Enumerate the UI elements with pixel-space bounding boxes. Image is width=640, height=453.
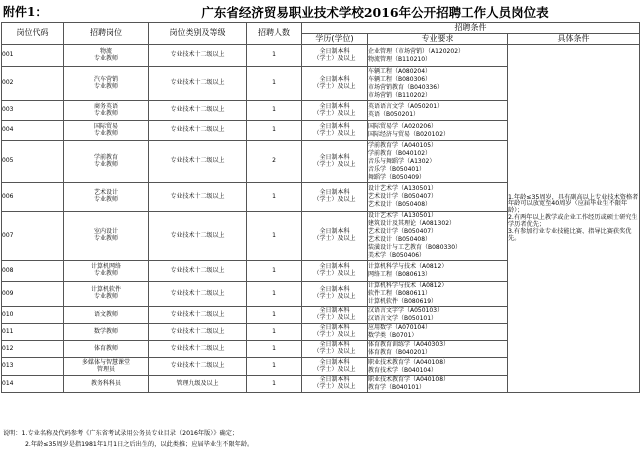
header-education: 学历(学位) xyxy=(302,34,368,45)
cell-post-line: 专业教师 xyxy=(93,109,118,117)
cell-major xyxy=(368,341,508,358)
recruitment-table xyxy=(1,22,640,393)
cell-major-line: 计算机软件（B080619） xyxy=(368,298,438,305)
header-level: 岗位类别及等级 xyxy=(149,23,247,45)
cell-education xyxy=(302,324,368,341)
cell-major-line: 软件工程（B080611） xyxy=(368,290,432,297)
cell-education-line: （学士）及以上 xyxy=(313,270,356,277)
cell-education-line: 全日制本科 xyxy=(319,376,350,384)
cell-major-line: 数学类（B0701） xyxy=(368,332,418,339)
cell-post-line: 专业教师 xyxy=(93,82,118,90)
cell-major-line: 物流管理（B110210） xyxy=(368,55,432,63)
cell-major-line: 美术学（B050406） xyxy=(368,252,426,259)
cell-major xyxy=(368,358,508,376)
cell-post-line: 物流 xyxy=(99,47,112,55)
cell-major-line: 音乐学（B050401） xyxy=(368,165,426,173)
cell-level: 专业技术十二级以上 xyxy=(149,324,247,341)
footnote-line: 说明：1.专业名称及代码参考《广东省考试录用公务员专业目录（2016年版）》确定； xyxy=(3,430,239,437)
cell-level: 专业技术十二级以上 xyxy=(149,141,247,183)
cell-education-line: （学士）及以上 xyxy=(313,293,356,300)
cell-education-line: 全日制本科 xyxy=(319,228,350,236)
cell-post xyxy=(64,141,149,183)
cell-code: 005 xyxy=(2,141,64,183)
cell-post-line: 多媒体与智慧课堂 xyxy=(81,358,130,366)
cell-education-line: （学士）及以上 xyxy=(313,235,356,242)
header-major: 专业要求 xyxy=(368,34,508,45)
cell-post-line: 数学教师 xyxy=(93,327,118,335)
cell-major-line: 建筑设计及其理论（A081302） xyxy=(368,220,456,227)
cell-code: 008 xyxy=(2,261,64,282)
attachment-label: 附件1： xyxy=(3,5,48,19)
cell-post xyxy=(64,282,149,307)
cell-level: 管理九级及以上 xyxy=(149,376,247,393)
title-bar xyxy=(0,0,640,22)
cell-count: 1 xyxy=(247,341,302,358)
cell-education xyxy=(302,141,368,183)
cell-education-line: 全日制本科 xyxy=(319,153,350,161)
cell-major-line: 网络工程（B080613） xyxy=(368,271,432,278)
cell-post-line: 专业教师 xyxy=(93,270,118,277)
cell-major xyxy=(368,376,508,393)
cell-major xyxy=(368,121,508,141)
cell-major-line: 体育教育（B040201） xyxy=(368,349,432,356)
footnotes xyxy=(3,428,633,450)
cell-post-line: 计算机软件 xyxy=(90,286,121,294)
cell-education xyxy=(302,261,368,282)
cell-major-line: 教育技术学（B040104） xyxy=(368,366,438,374)
cell-post xyxy=(64,341,149,358)
cell-count: 1 xyxy=(247,212,302,261)
cell-major-line: 汉语言文字学（A050103） xyxy=(368,307,444,314)
cell-post-line: 国际贸易 xyxy=(93,122,118,130)
cell-code: 006 xyxy=(2,183,64,212)
cell-education xyxy=(302,358,368,376)
cell-post-line: 计算机网络 xyxy=(90,263,121,271)
header-count: 招聘人数 xyxy=(247,23,302,45)
cell-post xyxy=(64,121,149,141)
cell-education-line: （学士）及以上 xyxy=(313,196,356,203)
cell-education-line: 全日制本科 xyxy=(319,358,350,366)
cell-post xyxy=(64,307,149,324)
cell-major-line: 汉语言文学（B050101） xyxy=(368,315,438,322)
cell-education-line: （学士）及以上 xyxy=(313,331,356,338)
cell-level: 专业技术十二级以上 xyxy=(149,341,247,358)
table-body xyxy=(2,45,640,393)
cell-post-line: 专业教师 xyxy=(93,196,118,203)
cell-education xyxy=(302,307,368,324)
cell-level: 专业技术十二级以上 xyxy=(149,45,247,67)
cell-code: 003 xyxy=(2,101,64,121)
cell-major xyxy=(368,282,508,307)
header-requirements: 招聘条件 xyxy=(302,23,640,34)
cell-major xyxy=(368,67,508,101)
cell-post xyxy=(64,67,149,101)
cell-major-line: 市场营销教育（B040336） xyxy=(368,83,444,91)
cell-major-line: 车辆工程（A080204） xyxy=(368,67,432,75)
cell-major-line: 应用数学（A070104） xyxy=(368,324,432,331)
cell-post xyxy=(64,261,149,282)
cell-major-line: 车辆工程（B080306） xyxy=(368,75,432,83)
cell-major xyxy=(368,183,508,212)
cell-major-line: 英语（B050201） xyxy=(368,110,420,118)
cell-level: 专业技术十二级以上 xyxy=(149,121,247,141)
cell-specific-conditions xyxy=(508,45,640,393)
cell-post-line: 专业教师 xyxy=(93,235,118,242)
cell-code: 012 xyxy=(2,341,64,358)
cell-count: 1 xyxy=(247,358,302,376)
cell-education xyxy=(302,282,368,307)
cell-post-line: 教务科科员 xyxy=(90,379,121,387)
cell-post-line: 专业教师 xyxy=(93,293,118,300)
cell-count: 1 xyxy=(247,67,302,101)
cell-education-line: 全日制本科 xyxy=(319,341,350,349)
cell-level: 专业技术十二级以上 xyxy=(149,261,247,282)
cell-major-line: 舞蹈学（B050409） xyxy=(368,173,426,181)
cell-major-line: 学前教育（B040102） xyxy=(368,149,432,157)
cell-count: 2 xyxy=(247,141,302,183)
cell-education xyxy=(302,121,368,141)
cell-education-line: 全日制本科 xyxy=(319,75,350,83)
cell-count: 1 xyxy=(247,101,302,121)
cell-education xyxy=(302,45,368,67)
cell-major-line: 计算机科学与技术（A0812） xyxy=(368,263,448,270)
cell-major-line: 设计艺术学（A130501） xyxy=(368,185,438,192)
cell-major xyxy=(368,261,508,282)
cell-education-line: 全日制本科 xyxy=(319,263,350,271)
cell-post xyxy=(64,212,149,261)
cell-code: 002 xyxy=(2,67,64,101)
cell-level: 专业技术十二级以上 xyxy=(149,67,247,101)
cell-major-line: 体育教育训练学（A040303） xyxy=(368,341,450,348)
header-post: 招聘岗位 xyxy=(64,23,149,45)
cell-level: 专业技术十二级以上 xyxy=(149,212,247,261)
cell-education-line: 全日制本科 xyxy=(319,47,350,55)
cell-code: 001 xyxy=(2,45,64,67)
cell-major-line: 职业技术教育学（A040108） xyxy=(368,358,450,366)
cell-level: 专业技术十二级以上 xyxy=(149,183,247,212)
cell-education-line: 全日制本科 xyxy=(319,122,350,130)
cell-education-line: （学士）及以上 xyxy=(313,82,356,90)
cell-post xyxy=(64,101,149,121)
cell-post-line: 专业教师 xyxy=(93,54,118,62)
cell-post-line: 专业教师 xyxy=(93,129,118,137)
cell-education-line: （学士）及以上 xyxy=(313,348,356,355)
cell-education xyxy=(302,183,368,212)
cell-major-line: 艺术设计学（B050407） xyxy=(368,228,438,235)
cell-major-line: 音乐与舞蹈学（A1302） xyxy=(368,157,436,165)
cell-post-line: 艺术设计 xyxy=(93,189,118,197)
cell-post xyxy=(64,324,149,341)
cell-post xyxy=(64,45,149,67)
cell-post-line: 体育教师 xyxy=(93,344,118,352)
cell-count: 1 xyxy=(247,183,302,212)
header-specific: 具体条件 xyxy=(508,34,640,45)
cell-post-line: 商务英语 xyxy=(93,102,118,110)
cell-count: 1 xyxy=(247,376,302,393)
cell-count: 1 xyxy=(247,282,302,307)
cell-major-line: 英语语言文学（A050201） xyxy=(368,102,444,110)
cell-education-line: （学士）及以上 xyxy=(313,365,356,373)
cell-level: 专业技术十二级以上 xyxy=(149,101,247,121)
cell-education-line: （学士）及以上 xyxy=(313,129,356,137)
cell-post-line: 学前教育 xyxy=(93,153,118,161)
cell-count: 1 xyxy=(247,324,302,341)
cell-major-line: 职业技术教育学（A040108） xyxy=(368,376,450,383)
cell-post-line: 室内设计 xyxy=(93,228,118,236)
cell-code: 011 xyxy=(2,324,64,341)
cell-major-line: 艺术设计（B050408） xyxy=(368,236,432,243)
table-row xyxy=(2,45,640,67)
cell-education-line: 全日制本科 xyxy=(319,286,350,294)
cell-post xyxy=(64,358,149,376)
cell-post xyxy=(64,183,149,212)
specific-condition-item: 1.年龄≤35周岁，具有副高以上专业技术资格者年龄可以放宽至40周岁（应届毕业生不限年龄）； xyxy=(508,193,639,215)
cell-education-line: 全日制本科 xyxy=(319,324,350,332)
cell-code: 013 xyxy=(2,358,64,376)
cell-education-line: （学士）及以上 xyxy=(313,160,356,168)
specific-condition-item: 2.有两年以上教学或企业工作经历或硕士研究生学历者优先； xyxy=(508,214,638,228)
cell-post-line: 汽车营销 xyxy=(93,75,118,83)
cell-education xyxy=(302,376,368,393)
cell-code: 010 xyxy=(2,307,64,324)
cell-major-line: 国际经济与贸易（B020102） xyxy=(368,130,450,138)
document-title: 广东省经济贸易职业技术学校2016年公开招聘工作人员岗位表 xyxy=(201,5,549,20)
cell-education-line: 全日制本科 xyxy=(319,189,350,197)
cell-major-line: 市场营销（B110202） xyxy=(368,91,432,99)
cell-education-line: 全日制本科 xyxy=(319,102,350,110)
cell-code: 014 xyxy=(2,376,64,393)
cell-count: 1 xyxy=(247,261,302,282)
cell-major xyxy=(368,307,508,324)
cell-major xyxy=(368,101,508,121)
cell-major xyxy=(368,141,508,183)
cell-education-line: 全日制本科 xyxy=(319,307,350,315)
cell-major-line: 国际贸易学（A020206） xyxy=(368,122,438,130)
cell-post-line: 专业教师 xyxy=(93,160,118,168)
specific-condition-item: 3.有参加行业专业技能比赛、指导比赛获奖优先。 xyxy=(508,227,632,242)
cell-major-line: 艺术设计（B050408） xyxy=(368,201,432,208)
cell-major-line: 企业管理（市场营销）（A120202） xyxy=(368,47,465,55)
cell-education xyxy=(302,341,368,358)
cell-post xyxy=(64,376,149,393)
cell-major xyxy=(368,45,508,67)
cell-education xyxy=(302,67,368,101)
cell-education xyxy=(302,101,368,121)
cell-education-line: （学士）及以上 xyxy=(313,54,356,62)
cell-education-line: （学士）及以上 xyxy=(313,383,356,390)
cell-count: 1 xyxy=(247,45,302,67)
footnote-line: 2.年龄≤35周岁是指1981年1月1日之后出生的，以此类推；应届毕业生不限年龄。 xyxy=(25,441,254,448)
cell-education-line: （学士）及以上 xyxy=(313,109,356,117)
cell-code: 007 xyxy=(2,212,64,261)
cell-post-line: 语文教师 xyxy=(93,310,118,318)
cell-major-line: 艺术设计学（B050407） xyxy=(368,193,438,200)
cell-level: 专业技术十二级以上 xyxy=(149,358,247,376)
cell-major xyxy=(368,212,508,261)
cell-count: 1 xyxy=(247,307,302,324)
cell-major-line: 教育学（B040101） xyxy=(368,384,426,391)
cell-major-line: 装潢设计与工艺教育（B080330） xyxy=(368,244,462,251)
cell-code: 009 xyxy=(2,282,64,307)
cell-major-line: 设计艺术学（A130501） xyxy=(368,212,438,219)
cell-major-line: 学前教育学（A040105） xyxy=(368,141,438,149)
cell-major-line: 计算机科学与技术（A0812） xyxy=(368,282,448,289)
cell-education-line: （学士）及以上 xyxy=(313,314,356,321)
header-code: 岗位代码 xyxy=(2,23,64,45)
cell-count: 1 xyxy=(247,121,302,141)
cell-code: 004 xyxy=(2,121,64,141)
cell-level: 专业技术十二级以上 xyxy=(149,307,247,324)
cell-post-line: 管理员 xyxy=(96,365,115,373)
cell-major xyxy=(368,324,508,341)
cell-education xyxy=(302,212,368,261)
cell-level: 专业技术十二级以上 xyxy=(149,282,247,307)
